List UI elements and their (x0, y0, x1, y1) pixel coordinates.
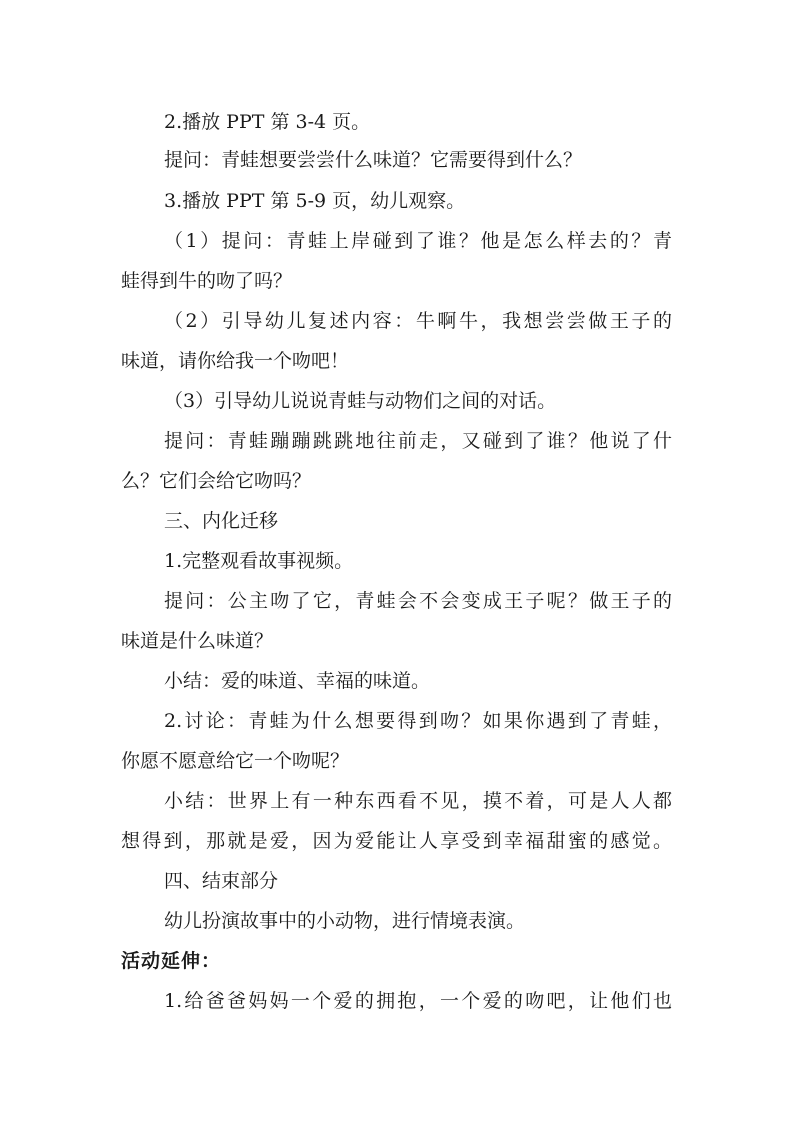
summary-love-taste: 小结：爱的味道、幸福的味道。 (164, 670, 431, 692)
summary-world-line-2: 想得到，那就是爱，因为爱能让人享受到幸福甜蜜的感觉。 (121, 830, 672, 852)
step-3-play-ppt: 3.播放 PPT 第 5-9 页，幼儿观察。 (164, 190, 466, 212)
activity-extension-heading: 活动延伸： (121, 950, 222, 972)
question-princess-line-1: 提问：公主吻了它，青蛙会不会变成王子呢？做王子的 (164, 590, 672, 612)
question-hop-line-1: 提问：青蛙蹦蹦跳跳地往前走，又碰到了谁？他说了什 (164, 430, 672, 452)
section-3-heading: 三、内化迁移 (164, 510, 279, 532)
step-2-play-ppt: 2.播放 PPT 第 3-4 页。 (164, 111, 371, 133)
guide-3: （3）引导幼儿说说青蛙与动物们之间的对话。 (164, 390, 557, 412)
discussion-line-1: 2.讨论：青蛙为什么想要得到吻？如果你遇到了青蛙， (164, 710, 672, 732)
role-play: 幼儿扮演故事中的小动物，进行情境表演。 (164, 910, 526, 932)
guide-2-line-1: （2）引导幼儿复述内容：牛啊牛，我想尝尝做王子的 (164, 310, 672, 332)
section-4-heading: 四、结束部分 (164, 870, 279, 892)
guide-2-line-2: 味道，请你给我一个吻吧！ (121, 350, 350, 372)
discussion-line-2: 你愿不愿意给它一个吻呢？ (121, 750, 350, 772)
summary-world-line-1: 小结：世界上有一种东西看不见，摸不着，可是人人都 (164, 790, 672, 812)
question-princess-line-2: 味道是什么味道？ (121, 630, 274, 652)
extension-1-line-1: 1.给爸爸妈妈一个爱的拥抱，一个爱的吻吧，让他们也 (164, 990, 672, 1012)
question-frog-taste: 提问：青蛙想要尝尝什么味道？它需要得到什么？ (164, 149, 583, 171)
question-hop-line-2: 么？它们会给它吻吗？ (121, 470, 312, 492)
question-1-line-1: （1）提问：青蛙上岸碰到了谁？他是怎么样去的？青 (164, 230, 672, 252)
step-1-watch-video: 1.完整观看故事视频。 (164, 550, 354, 572)
question-1-line-2: 蛙得到牛的吻了吗？ (121, 270, 293, 292)
